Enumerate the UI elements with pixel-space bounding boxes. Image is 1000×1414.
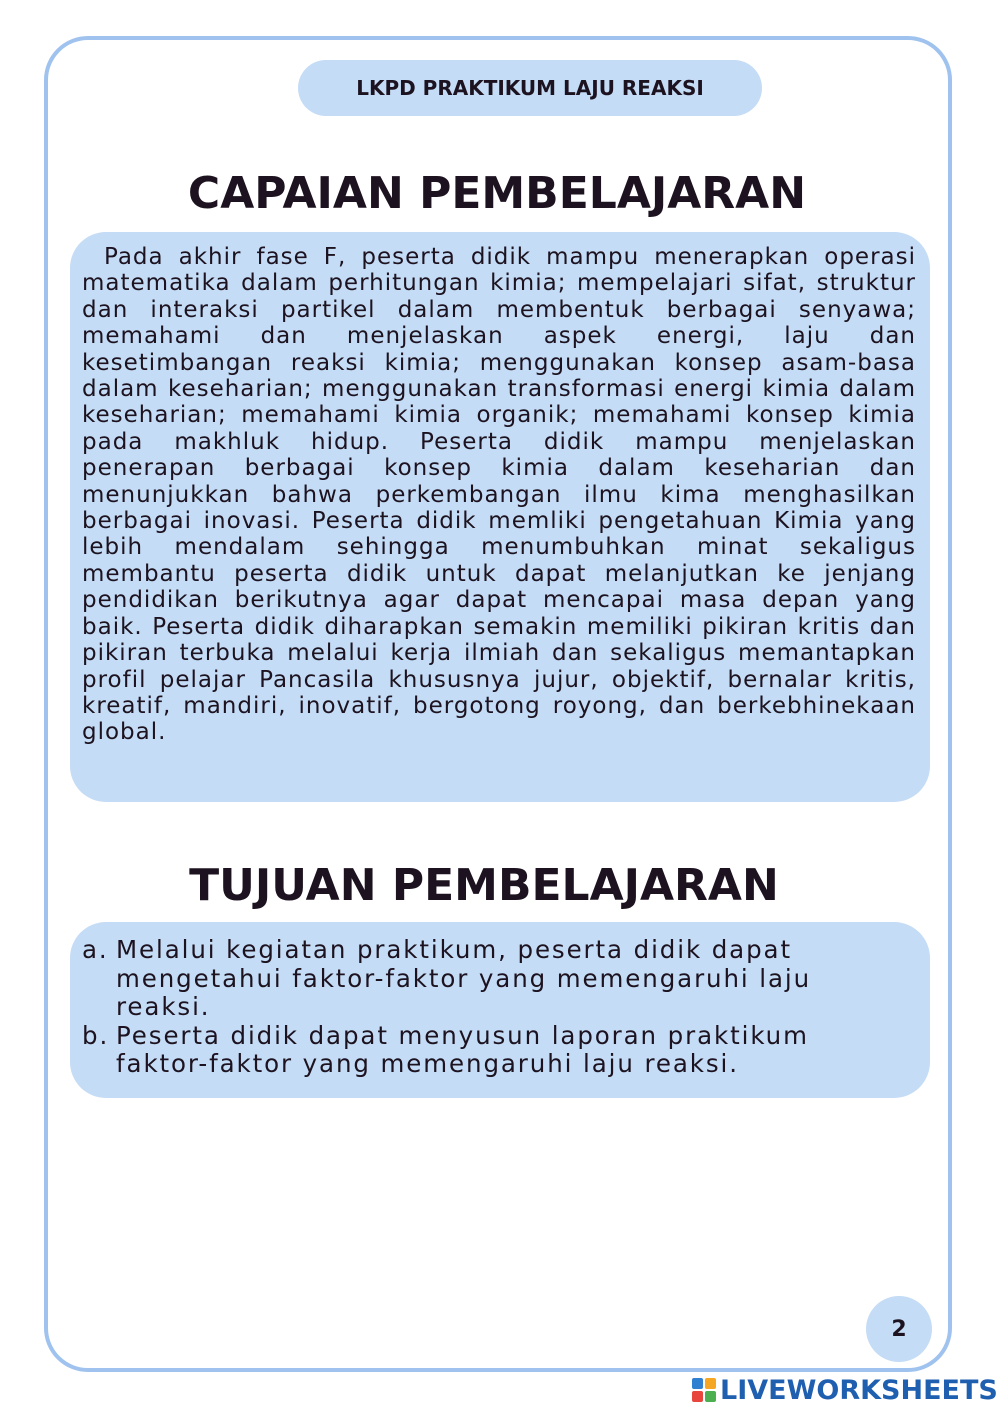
capaian-paragraph: Pada akhir fase F, peserta didik mampu menerapkan operasi matematika dalam perhitungan kimia; mempelajari sifat, struktur dan interaksi partikel dalam membentuk berbagai senyawa; memahami dan menjelaskan aspek energi, laju dan kesetimbangan reaksi kimia; menggunakan konsep asam-basa dalam keseharian; menggunakan transformasi energi kimia dalam keseharian; memahami kimia organik; memahami konsep kimia pada makhluk hidup. Peserta didik mampu menjelaskan penerapan berbagai konsep kimia dalam keseharian dan menunjukkan bahwa perkembangan ilmu kima menghasilkan berbagai inovasi. Peserta didik memliki pengetahuan Kimia yang lebih mendalam sehingga menumbuhkan minat sekaligus membantu peserta didik untuk dapat melanjutkan ke jenjang pendidikan berikutnya agar dapat mencapai masa depan yang baik. Peserta didik diharapkan semakin memiliki pikiran kritis dan pikiran terbuka melalui kerja ilmiah dan sekaligus memantapkan profil pelajar Pancasila khususnya jujur, objektif, bernalar kritis, kreatif, mandiri, inovatif, bergotong royong, dan berkebhinekaan global. (82, 244, 916, 746)
list-item-text: Peserta didik dapat menyusun laporan praktikum faktor-faktor yang memengaruhi laju reaksi. (116, 1020, 809, 1078)
logo-square (705, 1391, 716, 1402)
tujuan-list-box (70, 922, 930, 1098)
liveworksheets-watermark[interactable] (692, 1374, 998, 1406)
logo-square (692, 1378, 703, 1389)
capaian-section-title: CAPAIAN PEMBELAJARAN (187, 168, 807, 219)
liveworksheets-logo-icon (692, 1378, 716, 1402)
capaian-text-box (70, 232, 930, 802)
tujuan-section-title: TUJUAN PEMBELAJARAN (189, 860, 779, 911)
worksheet-header-label: LKPD PRAKTIKUM LAJU REAKSI (356, 76, 704, 100)
watermark-text: LIVEWORKSHEETS (720, 1374, 998, 1406)
list-marker: b. (82, 1020, 110, 1050)
list-item-text: Melalui kegiatan praktikum, peserta didik dapat mengetahui faktor-faktor yang memengaruhi laju reaksi. (116, 935, 812, 1021)
page-number-badge (866, 1296, 932, 1362)
tujuan-list-item (82, 1022, 910, 1079)
tujuan-list (82, 936, 910, 1079)
logo-square (692, 1391, 703, 1402)
list-marker: a. (82, 935, 109, 964)
tujuan-list-item (82, 936, 910, 1022)
page-number: 2 (891, 1316, 907, 1342)
worksheet-header-badge (298, 60, 762, 116)
logo-square (705, 1378, 716, 1389)
